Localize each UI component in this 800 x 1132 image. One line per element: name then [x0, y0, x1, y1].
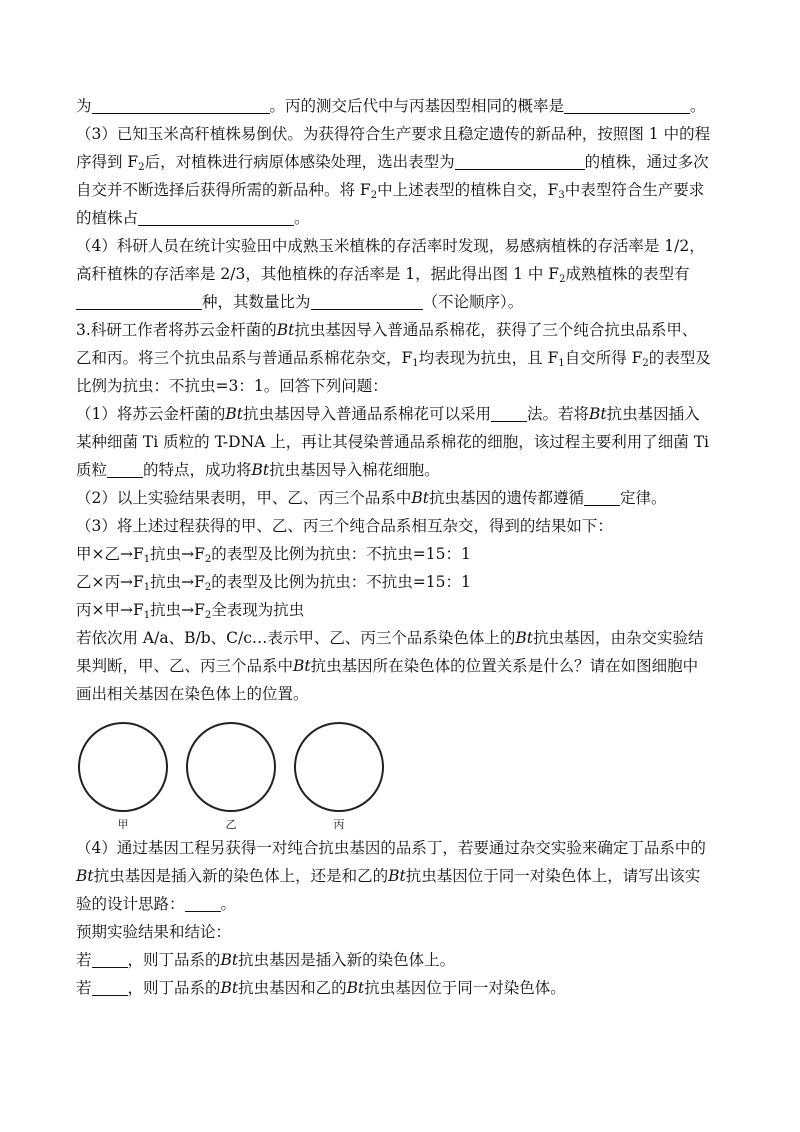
text: 甲×乙→F — [76, 545, 144, 563]
answer-blank[interactable] — [455, 151, 585, 170]
cross-result-1 — [76, 540, 726, 568]
answer-blank[interactable] — [584, 487, 620, 506]
text: 3.科研工作者将苏云金杆菌的 — [76, 321, 277, 339]
text: 后，对植株进行病原体感染处理，选出表型为 — [144, 153, 455, 171]
text: 的植株占 — [76, 209, 139, 227]
text: 。 — [294, 209, 310, 227]
subscript: 2 — [204, 610, 212, 621]
text: 的表型及比例为抗虫：不抗虫=15：1 — [211, 573, 471, 591]
answer-blank[interactable] — [92, 977, 128, 996]
text: 高秆植株的存活率是 2/3，其他植株的存活率是 1，据此得出图 1 中 F — [76, 265, 560, 283]
subscript: 2 — [370, 190, 378, 201]
subscript: 2 — [138, 162, 145, 173]
answer-blank[interactable] — [138, 207, 294, 226]
text-line — [76, 260, 726, 288]
subscript: 2 — [204, 582, 212, 593]
text-line — [76, 232, 726, 260]
text-line — [76, 680, 726, 708]
document-page — [76, 92, 726, 1002]
text-line — [76, 890, 726, 918]
text-line — [76, 120, 726, 148]
answer-blank[interactable] — [92, 949, 128, 968]
text: 抗虫基因是插入新的染色体上。 — [238, 951, 456, 969]
text-line — [76, 344, 726, 372]
cell-circle[interactable] — [78, 722, 168, 812]
subscript: 1 — [143, 582, 151, 593]
text: 抗虫基因导入普通品系棉花可以采用 — [243, 405, 492, 423]
cell-yi[interactable] — [186, 722, 276, 831]
text: 抗虫基因和乙的 — [238, 979, 347, 997]
text: （2）以上实验结果表明，甲、乙、丙三个品系中 — [76, 489, 412, 507]
text: 。 — [690, 97, 706, 115]
answer-blank[interactable] — [564, 95, 690, 114]
text: 中表型符合生产要求 — [564, 181, 705, 199]
question-3-line — [76, 316, 726, 344]
bt-term: Bt — [411, 489, 429, 507]
text: 质粒 — [76, 461, 108, 479]
text: 抗虫基因插入 — [606, 405, 700, 423]
subscript: 1 — [143, 554, 151, 565]
text: 果判断，甲、乙、丙三个品系中 — [76, 657, 294, 675]
text: 。 — [220, 895, 237, 913]
answer-blank[interactable] — [311, 291, 423, 310]
text: （3）将上述过程获得的甲、乙、丙三个纯合品系相互杂交，得到的结果如下： — [76, 517, 613, 535]
text: 乙和丙。将三个抗虫品系与普通品系棉花杂交，F — [76, 349, 413, 367]
text: 中上述表型的植株自交，F — [377, 181, 559, 199]
bt-term: Bt — [388, 867, 406, 885]
text: 抗虫基因的遗传都遵循 — [429, 489, 585, 507]
text-line — [76, 624, 726, 652]
text: 抗虫→F — [150, 601, 205, 619]
text: 抗虫基因导入普通品系棉花，获得了三个纯合抗虫品系甲、 — [294, 321, 698, 339]
text: 为 — [76, 97, 92, 115]
subscript: 2 — [642, 358, 649, 369]
bt-term: Bt — [220, 951, 239, 969]
text-line — [76, 92, 726, 120]
text: 画出相关基因在染色体上的位置。 — [76, 685, 309, 703]
cell-circle[interactable] — [294, 722, 384, 812]
text-line — [76, 512, 726, 540]
bt-term: Bt — [225, 405, 243, 423]
bt-term: Bt — [76, 867, 94, 885]
text: 丙×甲→F — [76, 601, 144, 619]
subscript: 1 — [143, 610, 151, 621]
bt-term: Bt — [515, 629, 534, 647]
text: ，则丁品系的 — [127, 951, 221, 969]
text: 成熟植株的表型有 — [565, 265, 690, 283]
text: 自交所得 F — [564, 349, 643, 367]
subscript: 3 — [558, 190, 565, 201]
text: 比例为抗虫：不抗虫=3：1。回答下列问题： — [76, 377, 388, 395]
bt-term: Bt — [276, 321, 295, 339]
text: 预期实验结果和结论： — [76, 923, 232, 941]
text: 若依次用 A/a、B/b、C/c…表示甲、乙、丙三个品系染色体上的 — [76, 629, 516, 647]
subscript: 2 — [204, 554, 212, 565]
cell-circle[interactable] — [186, 722, 276, 812]
text: 全表现为抗虫 — [211, 601, 305, 619]
text: 均表现为抗虫，且 F — [418, 349, 559, 367]
bt-term: Bt — [293, 657, 311, 675]
text-line — [76, 204, 726, 232]
cross-result-2 — [76, 568, 726, 596]
text-line — [76, 652, 726, 680]
text-line — [76, 946, 726, 974]
subscript: 1 — [412, 358, 419, 369]
text-line — [76, 176, 726, 204]
text-line — [76, 372, 726, 400]
text-line — [76, 148, 726, 176]
text: 定律。 — [620, 489, 667, 507]
bt-term: Bt — [346, 979, 365, 997]
text: 抗虫→F — [150, 573, 205, 591]
text: 验的设计思路： — [76, 895, 185, 913]
text: 抗虫基因，由杂交实验结 — [533, 629, 704, 647]
bt-term: Bt — [251, 461, 270, 479]
cell-bing[interactable] — [294, 722, 384, 831]
text: 的植株，通过多次 — [584, 153, 709, 171]
text: （4）通过基因工程另获得一对纯合抗虫基因的品系丁，若要通过杂交实验来确定丁品系中的 — [76, 839, 706, 857]
cell-jia[interactable] — [78, 722, 168, 831]
bt-term: Bt — [589, 405, 607, 423]
text-line — [76, 862, 726, 890]
cell-label: 甲 — [117, 818, 129, 831]
text: 抗虫基因位于同一对染色体上，请写出该实 — [405, 867, 701, 885]
text: 乙×丙→F — [76, 573, 144, 591]
text-line — [76, 974, 726, 1002]
bt-term: Bt — [220, 979, 239, 997]
text: （3）已知玉米高秆植株易倒伏。为获得符合生产要求且稳定遗传的新品种，按照图 1 中的程 — [76, 125, 711, 143]
text: （不论顺序）。 — [422, 293, 524, 311]
text-line — [76, 918, 726, 946]
text: （1）将苏云金杆菌的 — [76, 405, 226, 423]
text: 种，其数量比为 — [202, 293, 311, 311]
text: 抗虫基因所在染色体的位置关系是什么？请在如图细胞中 — [310, 657, 699, 675]
text: 抗虫基因导入棉花细胞。 — [269, 461, 440, 479]
text: 自交并不断选择后获得所需的新品种。将 F — [76, 181, 371, 199]
cell-diagram — [76, 722, 726, 832]
cross-result-3 — [76, 596, 726, 624]
text: 抗虫→F — [150, 545, 205, 563]
text-line — [76, 400, 726, 428]
text: 抗虫基因是插入新的染色体上，还是和乙的 — [93, 867, 389, 885]
text: 某种细菌 Ti 质粒的 T-DNA 上，再让其侵染普通品系棉花的细胞，该过程主要利用了细菌 Ti — [76, 433, 709, 451]
text-line — [76, 834, 726, 862]
cell-label: 乙 — [225, 818, 237, 831]
text-line — [76, 428, 726, 456]
answer-blank[interactable] — [491, 403, 527, 422]
text-line — [76, 456, 726, 484]
text: 。丙的测交后代中与丙基因型相同的概率是 — [269, 97, 565, 115]
answer-blank[interactable] — [107, 459, 143, 478]
text-line — [76, 288, 726, 316]
answer-blank[interactable] — [185, 893, 221, 912]
text: 若 — [76, 979, 92, 997]
cell-label: 丙 — [333, 818, 345, 831]
text-line — [76, 484, 726, 512]
answer-blank[interactable] — [92, 95, 270, 114]
subscript: 2 — [559, 274, 566, 285]
text: 抗虫基因位于同一对染色体。 — [364, 979, 566, 997]
text: （4）科研人员在统计实验田中成熟玉米植株的存活率时发现，易感病植株的存活率是 1/2， — [76, 237, 705, 255]
text: ，则丁品系的 — [127, 979, 221, 997]
text: 序得到 F — [76, 153, 139, 171]
text: 法。若将 — [527, 405, 590, 423]
text: 的表型及比例为抗虫：不抗虫=15：1 — [211, 545, 471, 563]
text: 的表型及 — [648, 349, 711, 367]
text: 的特点，成功将 — [143, 461, 252, 479]
text: 若 — [76, 951, 92, 969]
answer-blank[interactable] — [76, 291, 202, 310]
subscript: 1 — [558, 358, 565, 369]
